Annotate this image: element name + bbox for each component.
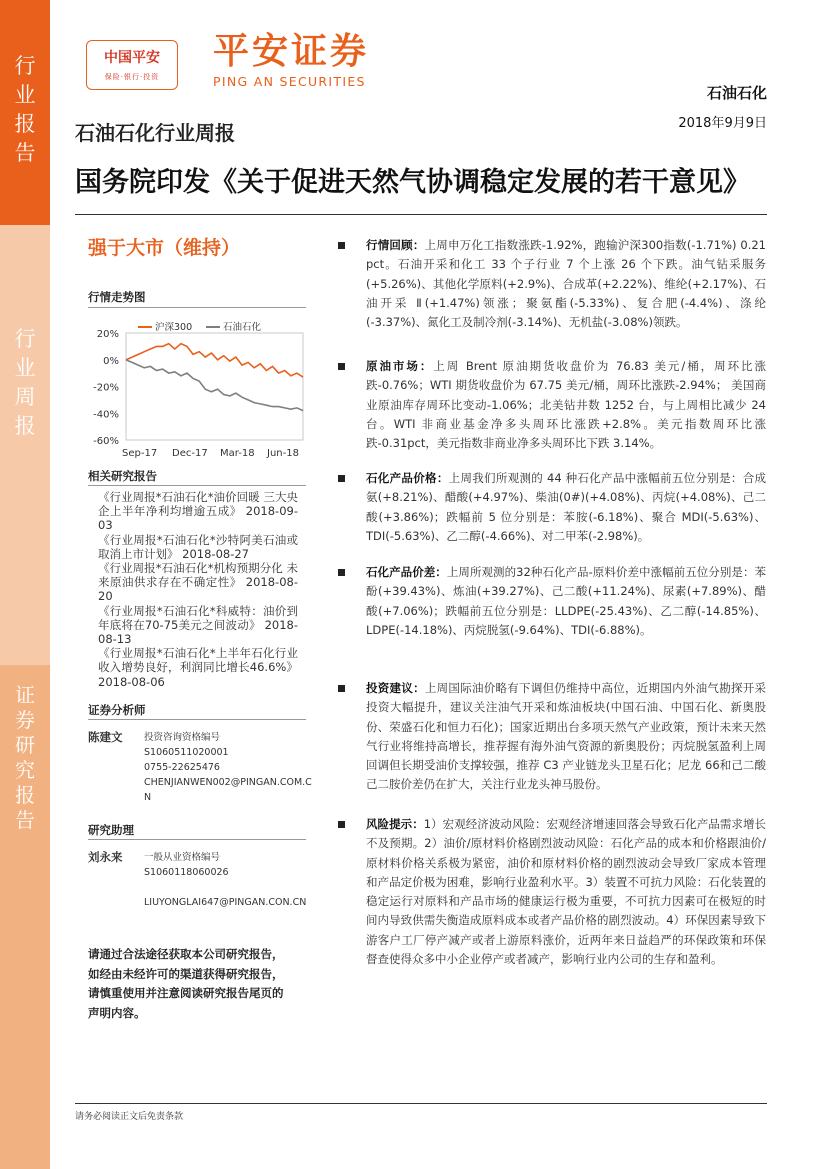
analyst-name: 陈建文 — [88, 730, 123, 744]
x-tick-label: Mar-18 — [220, 448, 255, 459]
legend-label: 石油石化 — [223, 322, 262, 333]
legend-label: 沪深300 — [155, 322, 193, 333]
footer-note: 请务必阅读正文后免责条款 — [75, 1112, 184, 1122]
section-text: 上周我们所观测的 44 种石化产品中涨幅前五位分别是：合成氨(+8.21%)、醋酸(+4.97%)、柴油(0#)(+4.08%)、丙烷(+4.08%)、己二酸(+3.86%)；跌幅前 5 位分别是：苯胺(-6.18%)、聚合 MDI(-5.63%)、TDI(-5.63%)、乙二醇(-4.66%)、对二甲苯(-2.98%)。 — [366, 471, 766, 543]
main-section-paragraph — [366, 469, 766, 546]
contact-line: 一般从业资格编号 — [144, 852, 221, 863]
bullet-marker — [338, 821, 345, 828]
industry-label: 石油石化 — [706, 84, 767, 102]
related-report-item: 《行业周报*石油石化*沙特阿美石油或取消上市计划》 2018-08-27 — [98, 532, 298, 561]
section-divider — [88, 839, 306, 840]
main-section-paragraph — [366, 815, 766, 969]
section-label: 风险提示： — [366, 817, 424, 831]
report-date: 2018年9月9日 — [678, 116, 767, 131]
market-trend-chart — [88, 318, 313, 463]
related-report-item: 《行业周报*石油石化*机构预期分化 未来原油供求存在不确定性》 2018-08-20 — [98, 561, 298, 604]
assistant-details — [144, 850, 314, 910]
rating: 强于大市（维持） — [88, 237, 241, 259]
sidebar-block-report-type — [0, 0, 50, 225]
bullet-marker — [338, 363, 345, 370]
contact-line: S1060511020001 — [144, 747, 229, 758]
assistant-info — [88, 850, 318, 910]
pingan-securities-logo — [213, 32, 369, 89]
series-line-0 — [126, 344, 303, 377]
contact-line: 投资咨询资格编号 — [144, 732, 221, 743]
pingan-group-logo — [86, 40, 178, 90]
y-tick-label: -20% — [93, 382, 119, 394]
brand-cn: 平安证券 — [213, 31, 370, 72]
brand-en: PING AN SECURITIES — [213, 74, 366, 89]
section-label: 行情回顾： — [366, 238, 425, 252]
x-tick-label: Sep-17 — [122, 448, 158, 459]
section-divider — [88, 307, 306, 308]
contact-line — [144, 880, 314, 895]
related-reports-list — [98, 490, 298, 689]
title-divider — [75, 214, 767, 215]
sidebar-text-report: 行业报告 — [14, 54, 36, 165]
y-tick-label: -40% — [93, 409, 119, 421]
sidebar — [0, 0, 50, 1169]
section-label: 原油市场： — [366, 359, 434, 373]
x-tick-label: Dec-17 — [172, 448, 208, 459]
main-section-paragraph — [366, 357, 766, 453]
assistant-section-title: 研究助理 — [88, 823, 134, 837]
section-label: 石化产品价差： — [366, 565, 447, 579]
report-subtitle: 石油石化行业周报 — [75, 121, 235, 145]
contact-line: LIUYONGLAI647@PINGAN.CON.CN — [144, 897, 307, 908]
section-text: 1）宏观经济波动风险：宏观经济增速回落会导致石化产品需求增长不及预期。2）油价/原材料价格剧烈波动风险：石化产品的成本和价格跟油价/原材料价格关系极为紧密，油价和原材料价格的剧烈波动会导致厂家成本管理和产品定价极为困难，影响行业盈利水平。3）装置不可抗力风险：石化装置的稳定运行对原料和产品市场的健康运行极为重要，不可抗力因素可在极短的时间内导致供需失衡造成原料成本或者产品价格的剧烈波动。4）环保因素导致下游客户工厂停产减产或者上游原料涨价，近两年来日益趋严的环保政策和环保督查使得众多中小企业停产或者减产，影响行业内公司的生存和盈利。 — [366, 817, 766, 967]
series-line-1 — [126, 360, 303, 411]
logo-cn: 中国平安 — [104, 50, 160, 66]
sidebar-text-research: 证券研究报告 — [15, 683, 35, 832]
analyst-details — [144, 730, 314, 805]
main-section-paragraph — [366, 236, 766, 332]
section-divider — [88, 719, 306, 720]
analyst-info — [88, 730, 318, 810]
logo-tag: 保险·银行·投资 — [104, 73, 160, 81]
footer-divider — [75, 1103, 767, 1104]
related-report-item: 《行业周报*石油石化*油价回暖 三大央企上半年净利均增逾五成》 2018-09-03 — [98, 490, 298, 533]
contact-line: 0755-22625476 — [144, 762, 220, 773]
section-text: 上周 Brent 原油期货收盘价为 76.83 美元/桶，周环比涨跌-0.76%；WTI 期货收盘价为 67.75 美元/桶，周环比涨跌-2.94%； 美国商业原油库存周环比变动-1.06%；北美钻井数 1252 台，与上周相比减少 24 台。WTI 非商业基金净多头周环比涨跌+2.8%。美元指数周环比涨跌-0.31pct，美元指数非商业净多头周环比下跌 3.14%。 — [366, 359, 767, 451]
related-section-title: 相关研究报告 — [88, 469, 157, 483]
plot-frame — [126, 333, 303, 440]
sidebar-text-weekly: 行业周报 — [14, 327, 36, 438]
y-tick-label: 20% — [96, 329, 119, 340]
sidebar-block-weekly — [0, 225, 50, 665]
bullet-marker — [338, 475, 345, 482]
related-report-item: 《行业周报*石油石化*上半年石化行业收入增势良好，利润同比增长46.6%》 2018-08-06 — [98, 646, 298, 689]
sidebar-block-research — [0, 665, 50, 1169]
assistant-name: 刘永来 — [88, 850, 123, 864]
contact-line: S1060118060026 — [144, 867, 229, 878]
chart-section-title: 行情走势图 — [88, 290, 146, 304]
y-tick-label: 0% — [103, 355, 119, 367]
section-text: 上周国际油价略有下调但仍维持中高位，近期国内外油气勘探开采投资大幅提升，建议关注油气开采和炼油板块(中国石油、中国石化、新奥股份、荣盛石化和恒力石化)；国家近期出台多项天然气产业政策，预计未来天然气行业将维持高增长，推荐握有海外油气资源的新奥股份；丙烷脱氢盈利上周回调但长期受油价支撑较强，推荐 C3 产业链龙头卫星石化；尼龙 66和己二酸己二胺价差仍在扩大，关注行业龙头神马股份。 — [366, 681, 767, 792]
y-tick-label: -60% — [93, 436, 119, 447]
section-text: 上周所观测的32种石化产品-原料价差中涨幅前五位分别是：苯酚(+39.43%)、炼油(+39.27%)、己二酸(+11.24%)、尿素(+7.89%)、醋酸(+7.06%)；跌幅前五位分别是：LLDPE(-25.43%)、乙二醇(-14.85%)、LDPE(-14.18%)、丙烷脱氢(-9.64%)、TDI(-6.88%)。 — [366, 565, 767, 637]
analyst-section-title: 证券分析师 — [88, 703, 146, 717]
bullet-marker — [338, 685, 345, 692]
section-text: 上周申万化工指数涨跌-1.92%，跑输沪深300指数(-1.71%) 0.21 pct。石油开采和化工 33 个子行业 7 个上涨 26 个下跌。油气钻采服务(+5.26%)、其他化学原料(+2.9%)、合成革(+2.22%)、维纶(+2.17%)、石油开采 Ⅱ(+1.47%)领涨；聚氨酯(-5.33%)、复合肥(-4.4%)、涤纶(-3.37%)、氮化工及制冷剂(-3.14%)、无机盐(-3.08%)领跌。 — [366, 238, 767, 330]
section-label: 石化产品价格： — [366, 471, 449, 485]
main-section-paragraph — [366, 679, 766, 795]
report-title: 国务院印发《关于促进天然气协调稳定发展的若干意见》 — [75, 167, 750, 198]
contact-line: CHENJIANWEN002@PINGAN.COM.CN — [144, 777, 312, 803]
related-report-item: 《行业周报*石油石化*科威特：油价到年底将在70-75美元之间波动》 2018-08-13 — [98, 603, 298, 647]
bullet-marker — [338, 242, 345, 249]
main-section-paragraph — [366, 563, 766, 640]
x-tick-label: Jun-18 — [267, 448, 299, 459]
disclaimer: 请通过合法途径获取本公司研究报告，如经由未经许可的渠道获得研究报告，请慎重使用并注意阅读研究报告尾页的声明内容。 — [88, 947, 284, 1020]
section-label: 投资建议： — [366, 681, 425, 695]
bullet-marker — [338, 569, 345, 576]
section-divider — [88, 485, 306, 486]
